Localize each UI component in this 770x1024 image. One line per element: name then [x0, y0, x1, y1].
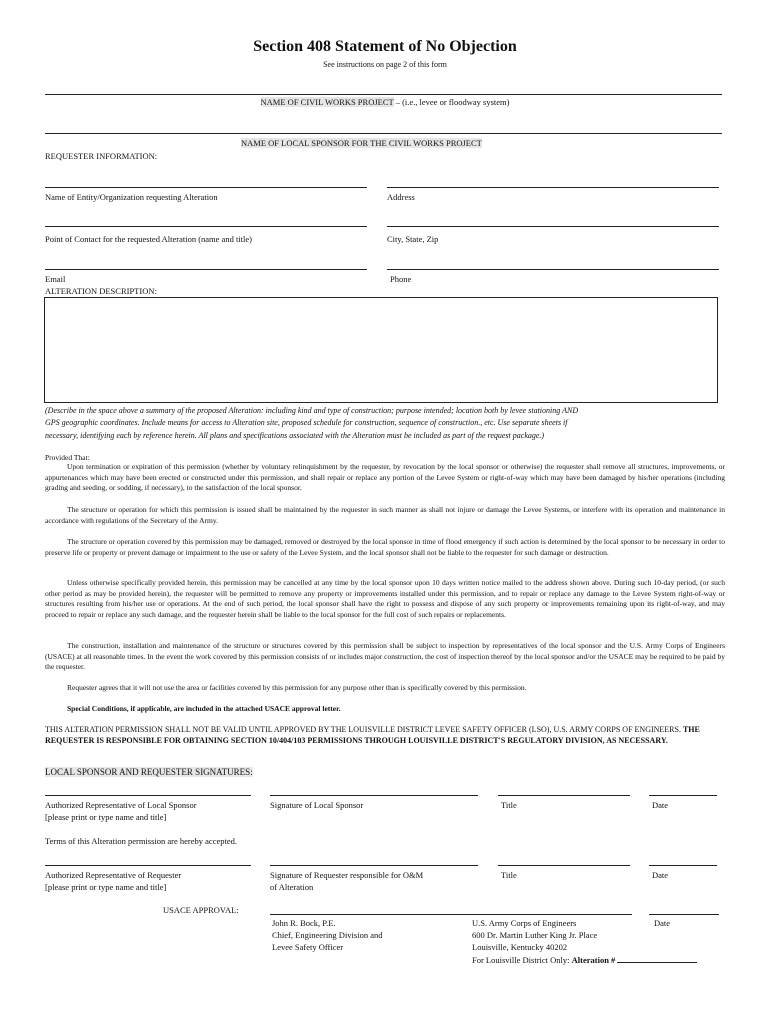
poc-field[interactable]	[45, 226, 367, 227]
usace-date-label: Date	[654, 918, 671, 928]
requester-date-field[interactable]	[649, 865, 717, 866]
usace-address-3: Louisville, Kentucky 40202	[472, 942, 568, 952]
provided-heading: Provided That:	[45, 453, 90, 462]
alteration-instructions-1: (Describe in the space above a summary of the proposed Alteration: including kind and type of construction; purpose intended; location both by levee stationing AND	[45, 406, 579, 415]
alteration-heading: ALTERATION DESCRIPTION:	[45, 286, 157, 296]
usace-address-1: U.S. Army Corps of Engineers	[472, 918, 577, 928]
address-label: Address	[387, 192, 415, 202]
district-only-line	[472, 954, 697, 965]
project-name-label: NAME OF CIVIL WORKS PROJECT	[260, 97, 394, 107]
sponsor-date-label: Date	[652, 800, 669, 810]
requester-signature-hint: of Alteration	[270, 882, 314, 892]
requester-date-label: Date	[652, 870, 669, 880]
alteration-instructions-3: necessary, identifying each by reference herein. All plans and specifications associated with the Alteration must be included as part of the request package.)	[45, 431, 545, 440]
officer-name: John R. Bock, P.E.	[272, 918, 336, 928]
condition-removal: Upon termination or expiration of this permission (whether by voluntary relinquishment by the requester, by revocation by the local sponsor or otherwise) the requester shall remove all structures, improvements, or appurtenances which may have been erected or constructed under this permission, and shall repair or replace any portion of the Levee System or right-of-way which may have been damaged by his/her operations (including grading and seeding, or sodding, if necessary), to the satisfaction of the local sponsor.	[45, 462, 725, 492]
sponsor-title-field[interactable]	[498, 795, 630, 796]
officer-title-2: Levee Safety Officer	[272, 942, 344, 952]
district-only-label: For Louisville District Only:	[472, 955, 572, 965]
phone-field[interactable]	[387, 269, 719, 270]
address-field[interactable]	[387, 187, 719, 188]
signatures-heading: LOCAL SPONSOR AND REQUESTER SIGNATURES:	[45, 767, 253, 777]
usace-approval-label: USACE APPROVAL:	[163, 905, 239, 915]
email-field[interactable]	[45, 269, 367, 270]
entity-label: Name of Entity/Organization requesting Alteration	[45, 192, 218, 202]
sponsor-name-label: NAME OF LOCAL SPONSOR FOR THE CIVIL WORKS PROJECT	[241, 138, 482, 148]
terms-accepted: Terms of this Alteration permission are hereby accepted.	[45, 836, 238, 846]
requester-rep-hint: [please print or type name and title]	[45, 882, 167, 892]
page-subtitle: See instructions on page 2 of this form	[323, 60, 447, 69]
entity-field[interactable]	[45, 187, 367, 188]
requester-signature-field[interactable]	[270, 865, 478, 866]
email-label: Email	[45, 274, 66, 284]
validity-notice-text: THIS ALTERATION PERMISSION SHALL NOT BE VALID UNTIL APPROVED BY THE LOUISVILLE DISTRICT LEVEE SAFETY OFFICER (LSO), U.S. ARMY CORPS OF ENGINEERS.	[45, 725, 683, 734]
condition-cancellation: Unless otherwise specifically provided herein, this permission may be cancelled at any time by the local sponsor upon 10 days written notice mailed to the address shown above. During such 10-day period, (or such other period as may be provided herein), the requester will be permitted to remove any property or improvements installed under this permission, and to repair or replace any damage to the Levee System right-of-way or structures resulting from his/her use or operations. At the end of such period, the local sponsor shall have the right to possess and dispose of any such property or improvements remaining upon its right-of-way, and may proceed to repair or replace any such damage, and the requester herein shall be liable to the local sponsor for the full cost of such repairs or replacements.	[45, 578, 725, 619]
validity-notice-bold: THE REQUESTER IS RESPONSIBLE FOR OBTAINING SECTION 10/404/103 PERMISSIONS THROUGH LOUISVILLE DISTRICT'S REGULATORY DIVISION, AS NECESSARY.	[45, 725, 700, 745]
poc-label: Point of Contact for the requested Alteration (name and title)	[45, 234, 253, 244]
requester-rep-label: Authorized Representative of Requester	[45, 870, 182, 880]
alteration-instructions-2: GPS geographic coordinates. Include means for access to Alteration site, proposed schedule for construction, sequence of construction., etc. Use separate sheets if	[45, 418, 568, 427]
condition-flood-emergency: The structure or operation covered by this permission may be damaged, removed or destroyed by the local sponsor in time of flood emergency if such action is determined by the local sponsor to be necessary in order to preserve life or property or prevent damage or impairment to the use or safety of the Levee System, and the local sponsor shall not be liable to the requester for such damage or destruction.	[45, 537, 725, 557]
sponsor-title-label: Title	[501, 800, 517, 810]
requester-title-field[interactable]	[498, 865, 630, 866]
page-title: Section 408 Statement of No Objection	[253, 38, 517, 55]
city-label: City, State, Zip	[387, 234, 439, 244]
condition-inspection: The construction, installation and maintenance of the structure or structures covered by this permission shall be subject to inspection by representatives of the local sponsor and the U.S. Army Corps of Engineers (USACE) at all reasonable times. In the event the work covered by this permission consists of or includes major construction, the cost of inspection thereof by the local sponsor and/or the USACE may be required to be paid by the requester.	[45, 641, 725, 671]
usace-address-2: 600 Dr. Martin Luther King Jr. Place	[472, 930, 598, 940]
requester-signature-label: Signature of Requester responsible for O&M	[270, 870, 424, 880]
condition-maintenance: The structure or operation for which this permission is issued shall be maintained by the requester in such manner as shall not injure or damage the Levee Systems, or interfere with its operation and maintenance in accordance with regulations of the Secretary of the Army.	[45, 505, 725, 525]
usace-signature-field[interactable]	[270, 914, 632, 915]
sponsor-date-field[interactable]	[649, 795, 717, 796]
alteration-description-box[interactable]	[44, 297, 718, 403]
project-name-field[interactable]	[45, 94, 722, 95]
condition-use: Requester agrees that it will not use the area or facilities covered by this permission for any purpose other than is specifically covered by this permission.	[67, 683, 527, 692]
project-name-caption	[0, 97, 770, 107]
condition-special: Special Conditions, if applicable, are included in the attached USACE approval letter.	[67, 704, 341, 713]
requester-title-label: Title	[501, 870, 517, 880]
sponsor-name-field[interactable]	[45, 133, 722, 134]
sponsor-rep-label: Authorized Representative of Local Sponsor	[45, 800, 197, 810]
validity-notice	[45, 724, 725, 746]
alteration-number-label: Alteration #	[571, 955, 616, 965]
usace-date-field[interactable]	[649, 914, 719, 915]
officer-title-1: Chief, Engineering Division and	[272, 930, 383, 940]
requester-rep-field[interactable]	[45, 865, 251, 866]
phone-label: Phone	[390, 274, 412, 284]
sponsor-rep-hint: [please print or type name and title]	[45, 812, 167, 822]
sponsor-rep-field[interactable]	[45, 795, 251, 796]
project-name-hint: – (i.e., levee or floodway system)	[393, 97, 510, 107]
alteration-number-field[interactable]	[617, 954, 697, 963]
requester-heading: REQUESTER INFORMATION:	[45, 151, 158, 161]
sponsor-signature-label: Signature of Local Sponsor	[270, 800, 364, 810]
city-field[interactable]	[387, 226, 719, 227]
sponsor-signature-field[interactable]	[270, 795, 478, 796]
